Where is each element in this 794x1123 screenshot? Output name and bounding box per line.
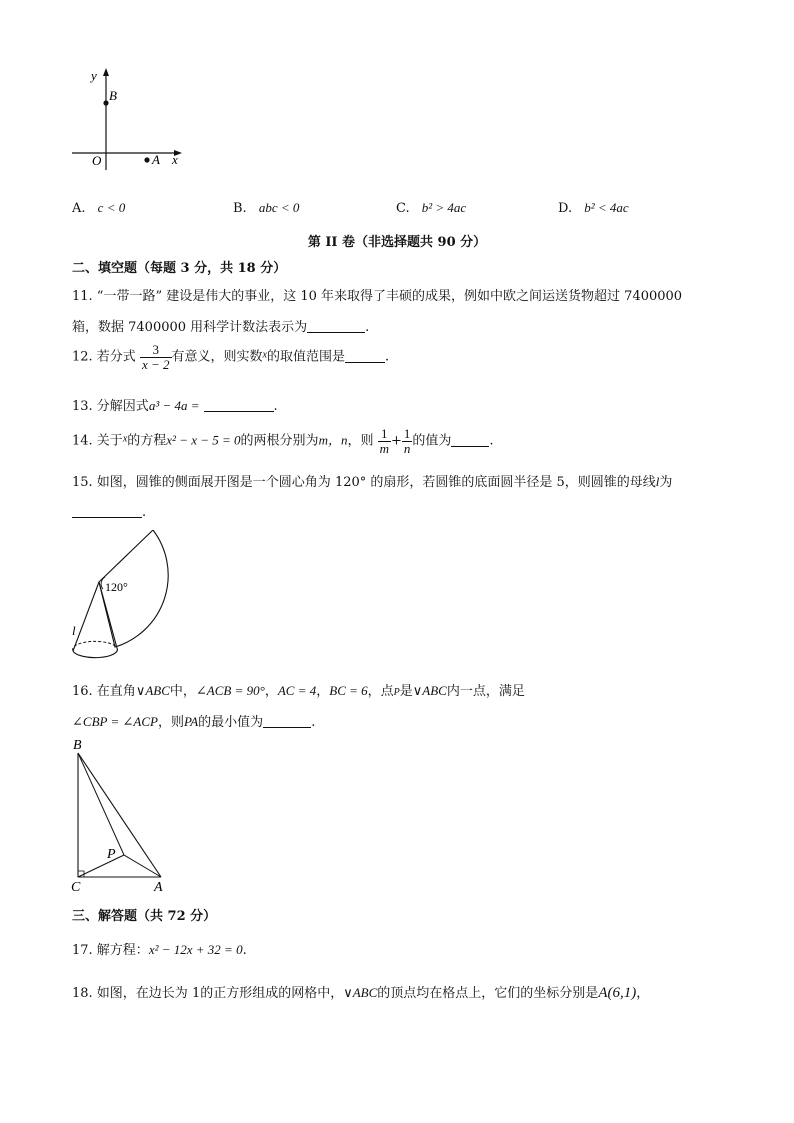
point-a [144,157,149,162]
fraction-numerator: 3 [140,343,172,358]
q14-text-d: ，则 [347,433,374,449]
separator: ， [316,684,330,699]
q17 [72,939,247,958]
y-label: y [91,68,97,83]
q16-text: 16. 在直角 [72,684,136,699]
end-mark: . [384,349,390,365]
q16-text-c: ，点 [367,684,394,699]
option-expr: b² > 4ac [421,200,467,215]
origin-label: O [92,153,102,168]
option-expr: b² < 4ac [584,200,629,215]
option-a [72,200,125,216]
option-c [396,200,466,216]
triangle-symbol: ∨ABC [412,683,447,698]
triangle-symbol: ∨ABC [343,985,378,1000]
option-letter: A. [72,201,86,216]
answer-blank [451,432,489,447]
segment-cp [78,855,124,877]
q14-text: 14. 关于 [72,433,123,449]
option-b [233,200,299,216]
q18 [72,982,649,1002]
q16-text-f: ，则 [157,715,184,730]
q13-text: 13. 分解因式 [72,399,149,414]
q15-line1 [72,471,672,490]
end-mark: . [242,943,247,958]
end-mark: . [365,320,370,335]
q12-text-c: 的取值范围是 [266,349,345,365]
q15-text-b: 为 [659,475,673,490]
q17-equation: x² − 12x + 32 = 0 [148,942,243,957]
vertex-b-label: B [73,738,82,753]
plus-sign: + [391,433,402,449]
condition-3: BC = 6 [329,683,368,698]
condition-2: AC = 4 [277,683,317,698]
vertex-c-label: C [71,880,81,895]
q16-line1 [72,680,525,699]
cone-base-front [73,648,117,658]
fraction [378,427,391,455]
condition-1: ∠ACB = 90° [195,683,265,698]
fraction [140,343,172,371]
fraction [402,427,413,455]
q11-text: 箱，数据 7400000 用科学计数法表示为 [72,320,308,335]
triangle-symbol: ∨ABC [135,683,170,698]
fraction-numerator: 1 [403,426,411,441]
end-mark: ， [636,986,650,1001]
q18-text-b: 的顶点均在格点上，它们的坐标分别是 [377,986,599,1001]
y-axis-arrow-icon [103,68,109,76]
fraction-numerator: 1 [378,427,391,442]
answer-blank [263,713,311,728]
q16-text-b: 中， [169,684,196,699]
q15-line2 [72,503,146,520]
x-label: x [172,152,178,167]
option-letter: D. [558,201,573,216]
fraction-denominator: x − 2 [141,356,170,372]
segment-bp [78,753,124,855]
end-mark: . [489,433,494,449]
segment-pa-line [124,855,161,877]
q14-text-c: 的两根分别为 [240,433,319,449]
answer-blank [345,348,385,363]
q16-condition: ∠CBP = ∠ACP [72,714,158,729]
point-p: P [393,687,400,698]
cone-base-back [73,641,117,651]
point-p-label: P [107,847,116,862]
fraction-denominator: m [379,440,389,456]
q12 [72,343,389,371]
answer-blank [72,503,142,518]
q15-text: 15. 如图，圆锥的侧面展开图是一个圆心角为 120° 的扇形，若圆锥的底面圆半径是 5，则圆锥的母线 [72,475,656,490]
option-letter: C. [396,201,410,216]
q12-text-b: 有意义，则实数 [171,349,263,365]
q13-expression: a³ − 4a = [148,398,200,413]
q13 [72,395,278,414]
section2-title: 第 II 卷（非选择题共 90 分） [307,235,487,250]
point-b [103,100,108,105]
q16-line2 [72,711,315,730]
coordinate-axes-figure [62,62,192,177]
q16-text-d: 是 [399,684,413,699]
right-triangle-figure [68,735,178,895]
q11-line2 [72,316,369,335]
separator: ， [264,684,278,699]
q18-text: 18. 如图，在边长为 1的正方形组成的网格中， [72,986,344,1001]
option-letter: B. [233,201,247,216]
vertex-a-label: A [154,880,163,895]
q16-text-g: 的最小值为 [198,715,264,730]
variable: x [262,349,267,361]
end-mark: . [311,715,316,730]
q14 [72,427,494,455]
point-a-label: A [152,152,160,167]
end-mark: . [142,505,147,520]
slant-label: l [72,623,76,638]
point-b-label: B [109,88,117,103]
option-expr: abc < 0 [258,200,300,215]
q12-text: 12. 若分式 [72,349,136,365]
q11-line1: 11. “一带一路” 建设是伟大的事业，这 10 年来取得了丰硕的成果，例如中欧之间运送货物超过 7400000 [72,289,683,304]
coordinate-a: A(6,1) [598,985,637,1001]
variable: l [655,474,660,489]
q14-roots: m，n [318,432,348,448]
option-d [558,200,629,216]
section3-heading: 三、解答题（共 72 分） [72,909,217,924]
section2-heading: 二、填空题（每题 3 分，共 18 分） [72,261,287,276]
fraction-denominator: n [403,440,411,456]
angle-label: 120° [105,580,128,594]
answer-blank [307,318,365,333]
variable: x [122,433,128,445]
q14-equation: x² − x − 5 = 0 [166,432,241,448]
side-ab [78,753,161,877]
cone-sector-figure [68,530,178,668]
answer-blank [204,397,274,412]
cone-slant-left [73,582,99,651]
segment-pa: PA [183,714,199,729]
end-mark: . [273,399,278,414]
q14-text-e: 的值为 [412,433,452,449]
option-expr: c < 0 [97,200,126,215]
q14-text-b: 的方程 [127,433,167,449]
q17-text: 17. 解方程： [72,943,149,958]
q16-text-e: 内一点，满足 [446,684,525,699]
